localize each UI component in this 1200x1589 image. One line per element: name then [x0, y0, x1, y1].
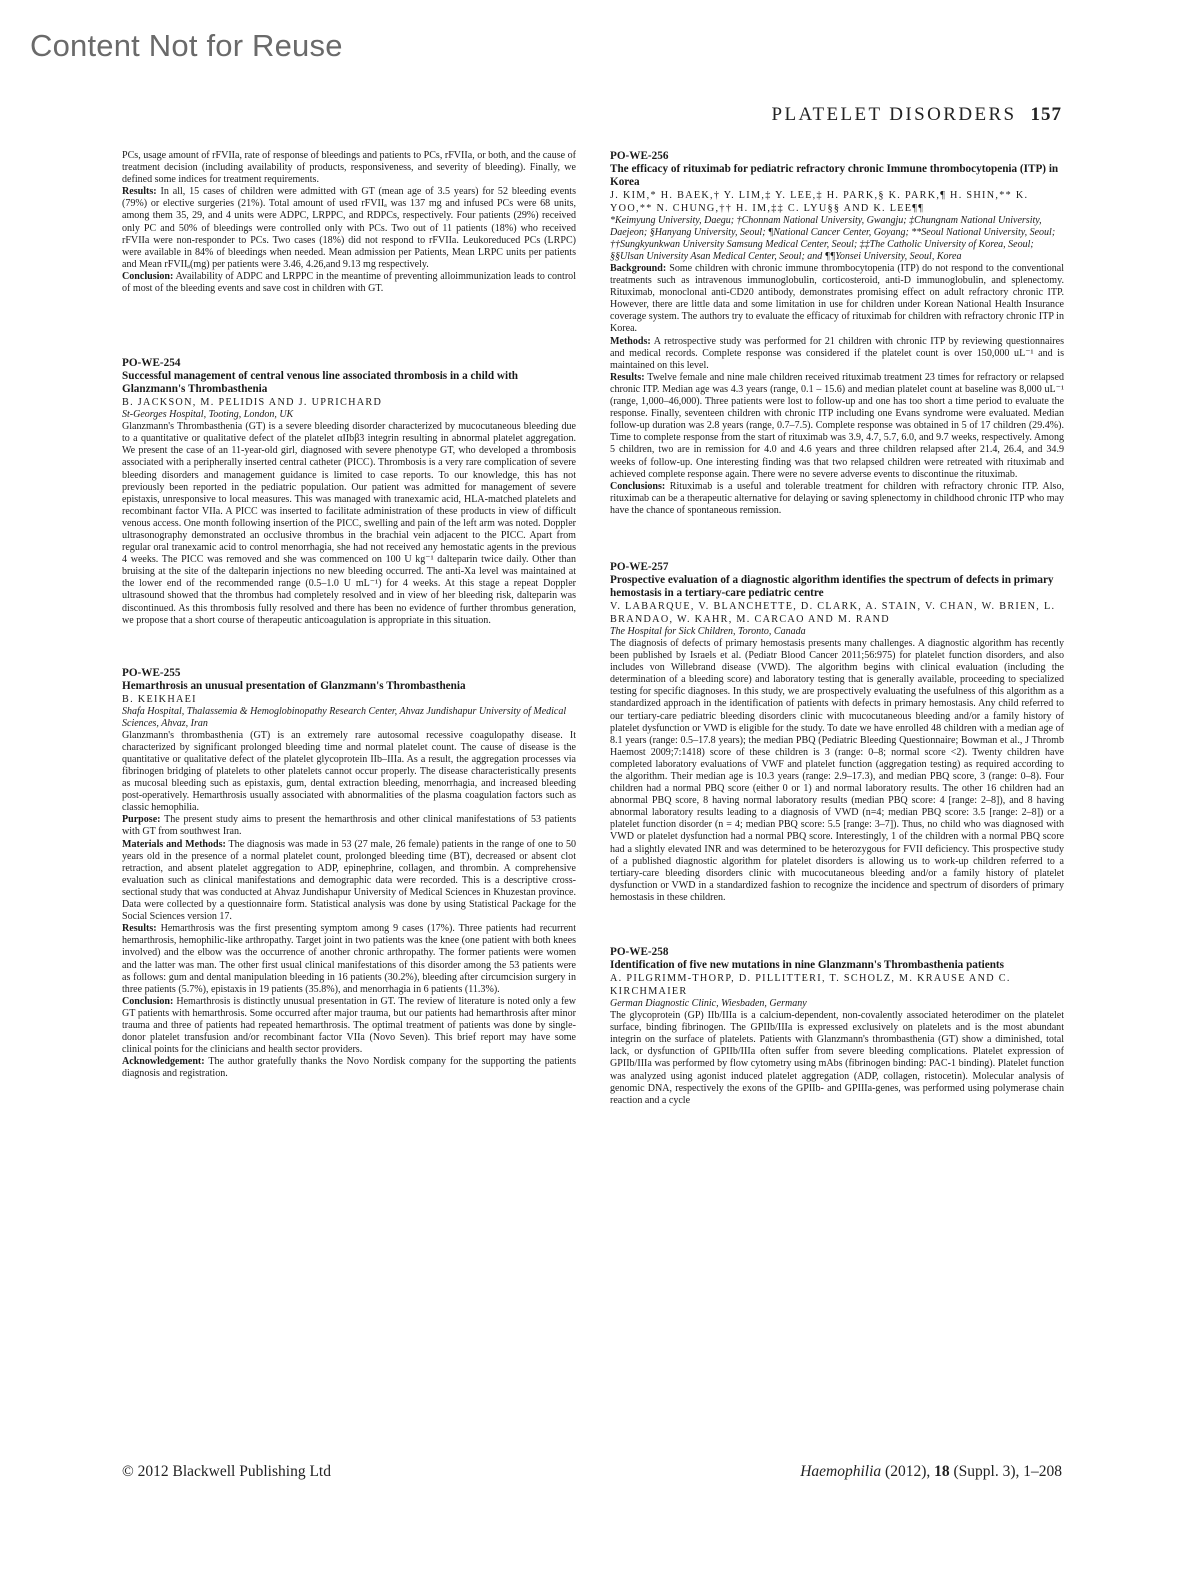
abstract-code: PO-WE-258	[610, 946, 669, 959]
results-text: Hemarthrosis was the first presenting symptom among 9 cases (17%). Three patients had recurrent hemarthrosis, hemophilic-like arthropathy. Target joint in two patients was the knee (one patient with both knees involved) and the elbow was the occurrence of another chronic arthropathy. The former patients were women and the latter was man. The other first usual clinical manifestations of this disorder among the 53 patients were as follows: gum and dental manipulation bleeding in 16 patients (30.2%), bleeding after circumcision surgery in three patients (5.7%), epistaxis in 19 patients (35.8%), and menorrhagia in 6 patients (11.3%).	[122, 923, 576, 995]
abstract-title: Hemarthrosis an unusual presentation of Glanzmann's Thrombasthenia	[122, 679, 466, 692]
methods-label: Materials and Methods:	[122, 838, 226, 850]
conclusion-text: Hemarthrosis is distinctly unusual presentation in GT. The review of literature is noted only a few GT patients with hemarthrosis. Some occurred after major trauma, but our patients had hemarthrosis after minor trauma and three of patients had repeated hemarthrosis. The optimal treatment of patients was done by single-donor platelet transfusion and/or recombinant factor VIIa (Novo Seven). This brief report may have some clinical points for the clinicians and health sector providers.	[122, 995, 576, 1056]
abstract-title: Identification of five new mutations in nine Glanzmann's Thrombasthenia patients	[610, 959, 1004, 972]
abstract-authors: V. LABARQUE, V. BLANCHETTE, D. CLARK, A. STAIN, V. CHAN, W. BRIEN, L. BRANDAO, W. KAHR, M. CARCAO AND M. RAND	[610, 600, 1056, 625]
methods-label: Methods:	[610, 335, 651, 347]
left-column	[122, 150, 576, 1080]
purpose-label: Purpose:	[122, 814, 161, 826]
purpose-paragraph	[122, 814, 576, 838]
abstract-authors: J. KIM,* H. BAEK,† Y. LIM,‡ Y. LEE,‡ H. PARK,§ K. PARK,¶ H. SHIN,** K. YOO,** N. CHUNG,†† H. IM,‡‡ C. LYU§§ AND K. LEE¶¶	[610, 190, 1029, 214]
conclusion-text: Availability of ADPC and LRPPC in the meantime of preventing alloimmunization leads to control of most of the bleeding events and save cost in children with GT.	[122, 270, 576, 295]
abstract-po-we-254	[122, 357, 576, 627]
abstract-title: Prospective evaluation of a diagnostic algorithm identifies the spectrum of defects in primary hemostasis in a tertiary-care pediatric centre	[610, 573, 1054, 599]
abstract-code: PO-WE-254	[122, 357, 181, 370]
acknowledgement-paragraph	[122, 1056, 576, 1080]
acknowledgement-label: Acknowledgement:	[122, 1056, 205, 1068]
conclusion-paragraph	[122, 996, 576, 1056]
abstract-code: PO-WE-256	[610, 150, 669, 162]
footer-citation	[800, 1463, 1062, 1481]
abstract-po-we-258	[610, 946, 1064, 1107]
methods-text: The diagnosis was made in 53 (27 male, 26 female) patients in the range of one to 50 years old in the presence of a normal platelet count, prolonged bleeding time (BT), decreased or absent clot retraction, and absent platelet aggregation to ADP, epinephrine, collagen, and thrombin. A comprehensive evaluation such as clinical manifestations and demographic data were recorded. This is a descriptive cross-sectional study that was conducted at Ahvaz Jundishapur University of Medical Sciences in Khuzestan province. Data were collected by a questionnaire form. Statistical analysis was done by using Statistical Package for the Social Sciences version 17.	[122, 838, 576, 923]
page-number: 157	[1030, 104, 1062, 125]
results-text: In all, 15 cases of children were admitted with GT (mean age of 3.5 years) for 52 bleeding events (79%) or elective surgeries (21%). Total amount of used rFVIIₐ was 137 mg and infused PCs were 68 units, among them 35, 29, and 4 units were ADPC, LRPPC, and RDPCs, respectively. Four patients (29%) received only PC and 50% of bleedings were controlled only with PCs. Two out of 11 patients (18%) who received rFVIIa were non-responder to PCs. Two cases (18%) did not respond to rFVIIa. Leukoreduced PCs (LRPC) were available in 84% of bleedings when needed. Mean admission per Patients, Mean LRPC units per patients and Mean rFVIIₐ(mg) per patients were 3.46, 4.26,and 9.13 mg respectively.	[122, 186, 576, 270]
journal-name: Haemophilia	[800, 1463, 882, 1480]
abstract-code: PO-WE-255	[122, 666, 181, 679]
abstract-title: Successful management of central venous line associated thrombosis in a child with Glanzmann's Thrombasthenia	[122, 370, 519, 396]
abstract-po-we-256	[610, 150, 1064, 517]
abstract-body: Glanzmann's Thrombasthenia (GT) is a severe bleeding disorder characterized by mucocutaneous bleeding due to a quantitative or qualitative defect of the platelet αIIbβ3 integrin resulting in abnormal platelet aggregation. We present the case of an 11-year-old girl, diagnosed with severe phenotype GT, who developed a thrombosis associated with a peripherally inserted central catheter (PICC). Thrombosis is a very rare complication of severe bleeding disorders and management guidance is limited to case reports. To our knowledge, this has not previously been reported in the pediatric population. Our patient was admitted for management of severe epistaxis, unresponsive to local measures. This was managed with tranexamic acid, HLA-matched platelets and recombinant factor VIIa. A PICC was inserted to facilitate administration of these products in view of difficult venous access. One month following insertion of the PICC, swelling and pain of the left arm was noted. Doppler ultrasonography demonstrated an occlusive thrombus in the brachial vein adjacent to the PICC. Apart from regular oral tranexamic acid to control menorrhagia, she had not received any hemostatic agents in the previous 4 weeks. The PICC was removed and she was commenced on 100 U kg⁻¹ dalteparin twice daily. Other than bruising at the site of the dalteparin injections no new bleeding occurred. The anti-Xa level was maintained at the lower end of the recommended range (0.5–1.0 U mL⁻¹) for 4 weeks. At this stage a repeat Doppler ultrasound showed that the thrombus had completely resolved and in view of her bleeding risk, dalteparin was discontinued. As this thrombosis fully resolved and there has been no evidence of further thrombus generation, we propose that a short course of therapeutic anticoagulation is appropriate in this situation.	[122, 421, 576, 626]
abstract-body: The diagnosis of defects of primary hemostasis presents many challenges. A diagnostic algorithm has recently been published by Israels et al. (Pediatr Blood Cancer 2011;56:975) for platelet function disorders, and also includes von Willebrand disease (VWD). The algorithm begins with clinical evaluation (including the determination of a bleeding score) and laboratory testing that is generally available, proceeding to specialized testing for specific diagnoses. In this study, we are prospectively evaluating the usefulness of this algorithm as a standardized approach in the identification of patients with defects in primary hemostasis. Any child referred to our tertiary-care pediatric bleeding disorders clinic with mucocutaneous bleeding and/or a family history of platelet dysfunction or VWD is eligible for the study. To date we have enrolled 48 children with a median age of 8.1 years (range: 0.5–17.8 years); the median PBQ (Pediatric Bleeding Questionnaire; Bowman et al., J Thromb Haemost 2009;7:1418) score of these children is 3 (range: 0–8; normal score <2). Twenty children have completed laboratory evaluations of VWF and platelet function (aggregation testing) as required according to the algorithm. Their median age is 10.3 years (range: 2.9–17.3), and median PBQ score, 3 (range: 0–8). Four children had a normal PBQ score (either 0 or 1) and normal laboratory results. The other 16 children had an abnormal PBQ score, 8 having normal laboratory results (median PBQ score: 4 [range: 2–8]), and 8 having abnormal laboratory results leading to a diagnosis of VWD (n=4; median PBQ score: 3.5 [range: 2–8]) or a platelet function disorder (n = 4; median PBQ score: 5.5 [range: 3–7]). Thus, no child who was diagnosed with VWD or platelet dysfunction had a normal PBQ score. Interestingly, 1 of the children with a normal PBQ score had a slightly elevated INR and was determined to be heterozygous for FVII deficiency. This prospective study of a published diagnostic algorithm for platelet disorders is allowing us to work-up children referred to a tertiary-care bleeding disorders clinic with mucocutaneous bleeding and/or a family history of platelet dysfunction or VWD in a standardized fashion to recognize the incidence and spectrum of disorders of primary hemostasis in these children.	[610, 637, 1064, 903]
journal-issue: (Suppl. 3), 1–208	[949, 1463, 1062, 1480]
abstract-continued	[122, 150, 576, 295]
results-label: Results:	[610, 371, 645, 383]
conclusions-text: Rituximab is a useful and tolerable treatment for children with refractory chronic ITP. Also, rituximab can be a therapeutic alternative for delaying or saving splenectomy in childhood chronic ITP who may have the chance of spontaneous remission.	[610, 480, 1064, 516]
results-label: Results:	[122, 186, 157, 198]
abstract-authors: B. KEIKHAEI	[122, 693, 197, 705]
results-paragraph	[122, 186, 576, 271]
background-paragraph	[610, 263, 1064, 336]
background-text: Some children with chronic immune thrombocytopenia (ITP) do not respond to the conventional treatments such as intravenous immunoglobulin, corticosteroid, anti-D immunoglobulin, and splenectomy. Rituximab, monoclonal anti-CD20 antibody, demonstrates promising effect on adult refractory chronic ITP. However, there are little data and some limitation in use for children under Korean National Health Insurance coverage system. The authors try to evaluate the efficacy of rituximab for children with refractory chronic ITP in Korea.	[610, 263, 1064, 335]
abstract-authors: A. PILGRIMM-THORP, D. PILLITTERI, T. SCHOLZ, M. KRAUSE AND C. KIRCHMAIER	[610, 973, 1011, 998]
abstract-po-we-255	[122, 667, 576, 1081]
abstract-affiliation: The Hospital for Sick Children, Toronto, Canada	[610, 625, 806, 637]
watermark: Content Not for Reuse	[30, 28, 343, 63]
background-label: Background:	[610, 263, 667, 274]
right-column	[610, 150, 1064, 1107]
conclusion-label: Conclusion:	[122, 270, 174, 282]
results-label: Results:	[122, 923, 157, 935]
results-text: Twelve female and nine male children received rituximab treatment 23 times for refractory or relapsed chronic ITP. Median age was 4.3 years (range, 0.1 – 15.6) and median platelet count at baseline was 8,000 uL⁻¹ (range, 1,000–46,000). Three patients were lost to follow-up and one has too short a time period to evaluate the response. Finally, seventeen children with chronic ITP including one Evans syndrome were evaluated. Median follow-up duration was 2.8 years (range, 0.7–7.5). Complete response was obtained in 5 of 17 children (29.4%). Time to complete response from the start of rituximab was 3.9, 4.7, 5.7, 6.0, and 9.7 weeks, respectively. Among 5 children, two are in remission for 4.0 and 4.6 years and three children relapsed after 21.4, 26.4, and 34.9 weeks of follow-up. One interesting finding was that two relapsed children were retreated with rituximab and achieved complete response again. There were no severe adverse events to discontinue the rituximab.	[610, 371, 1064, 480]
abstract-affiliation: *Keimyung University, Daegu; †Chonnam National University, Gwangju; ‡Chungnam National University, Daejeon; §Hanyang University, Seoul; ¶National Cancer Center, Goyang; **Seoul National University, Seoul; ††Sungkyunkwan University Samsung Medical Center, Seoul; ‡‡The Catholic University of Korea, Seoul; §§Ulsan University Asan Medical Center, Seoul; and ¶¶Yonsei University, Seoul, Korea	[610, 215, 1056, 262]
journal-year: (2012),	[881, 1463, 935, 1480]
abstract-authors: B. JACKSON, M. PELIDIS AND J. UPRICHARD	[122, 397, 383, 409]
abstract-title: The efficacy of rituximab for pediatric refractory chronic Immune thrombocytopenia (ITP) in Korea	[610, 163, 1059, 188]
abstract-intro: Glanzmann's thrombasthenia (GT) is an extremely rare autosomal recessive coagulopathy disease. It characterized by significant prolonged bleeding time and normal platelet count. The cause of disease is the quantitative or qualitative defect of the platelet glycoprotein IIb–IIIa. As a result, the aggregation processes via fibrinogen bridging of platelets to other platelets cannot occur properly. The disease characteristically presents as mucosal bleeding such as epistaxis, gum, dental extraction bleeding, menorrhagia, and increased bleeding post-operatively. Hemarthrosis usually associated with abnormalities of the plasma coagulation factors such as classic hemophilia.	[122, 729, 576, 814]
results-paragraph	[122, 923, 576, 996]
abstract-affiliation: St-Georges Hospital, Tooting, London, UK	[122, 409, 294, 421]
footer-copyright: © 2012 Blackwell Publishing Ltd	[122, 1463, 331, 1480]
abstract-affiliation: Shafa Hospital, Thalassemia & Hemoglobinopathy Research Center, Ahvaz Jundishapur University of Medical Sciences, Ahvaz, Iran	[122, 705, 567, 729]
conclusion-label: Conclusion:	[122, 995, 174, 1007]
running-head	[771, 104, 1062, 126]
results-paragraph	[610, 372, 1064, 481]
section-title: PLATELET DISORDERS	[771, 104, 1017, 125]
journal-volume: 18	[934, 1463, 950, 1480]
abstract-po-we-257	[610, 561, 1064, 904]
conclusions-paragraph	[610, 481, 1064, 517]
purpose-text: The present study aims to present the hemarthrosis and other clinical manifestations of 53 patients with GT from southwest Iran.	[122, 814, 576, 838]
abstract-paragraph: PCs, usage amount of rFVIIa, rate of response of bleedings and patients to PCs, rFVIIa, or both, and the cause of treatment decision (including availability of products, responsiveness, and severity of bleeding). Finally, we defined some indices for treatment requirements.	[122, 150, 576, 186]
conclusion-paragraph	[122, 271, 576, 295]
abstract-code: PO-WE-257	[610, 560, 669, 573]
conclusions-label: Conclusions:	[610, 480, 666, 492]
methods-paragraph	[610, 336, 1064, 372]
abstract-body: The glycoprotein (GP) IIb/IIIa is a calcium-dependent, non-covalently associated heterodimer on the platelet surface, binding fibrinogen. The GPIIb/IIIa is expressed exclusively on platelets and is the most abundant integrin on the surface of platelets. Patients with Glanzmann's thrombasthenia (GT) show a diminished, total lack, or dysfunction of GPIIb/IIIa often suffer from severe bleeding complications. Platelet expression of GPIIb/IIIa was performed by flow cytometry using mAbs (fibrinogen binding: PAC-1 binding). Platelet function was analyzed using agonist induced platelet aggregation (ADP, collagen, ristocetin). Molecular analysis of genomic DNA, respectively the exons of the GPIIb- and GPIIIa-genes, was performed using polymerase chain reaction and a cycle	[610, 1010, 1064, 1106]
acknowledgement-text: The author gratefully thanks the Novo Nordisk company for the supporting the patients diagnosis and registration.	[122, 1056, 576, 1080]
abstract-affiliation: German Diagnostic Clinic, Wiesbaden, Germany	[610, 998, 807, 1010]
methods-paragraph	[122, 839, 576, 924]
methods-text: A retrospective study was performed for 21 children with chronic ITP by reviewing questionnaires and medical records. Complete response was considered if the platelet count is over 150,000 uL⁻¹ and is maintained on this level.	[610, 335, 1064, 371]
